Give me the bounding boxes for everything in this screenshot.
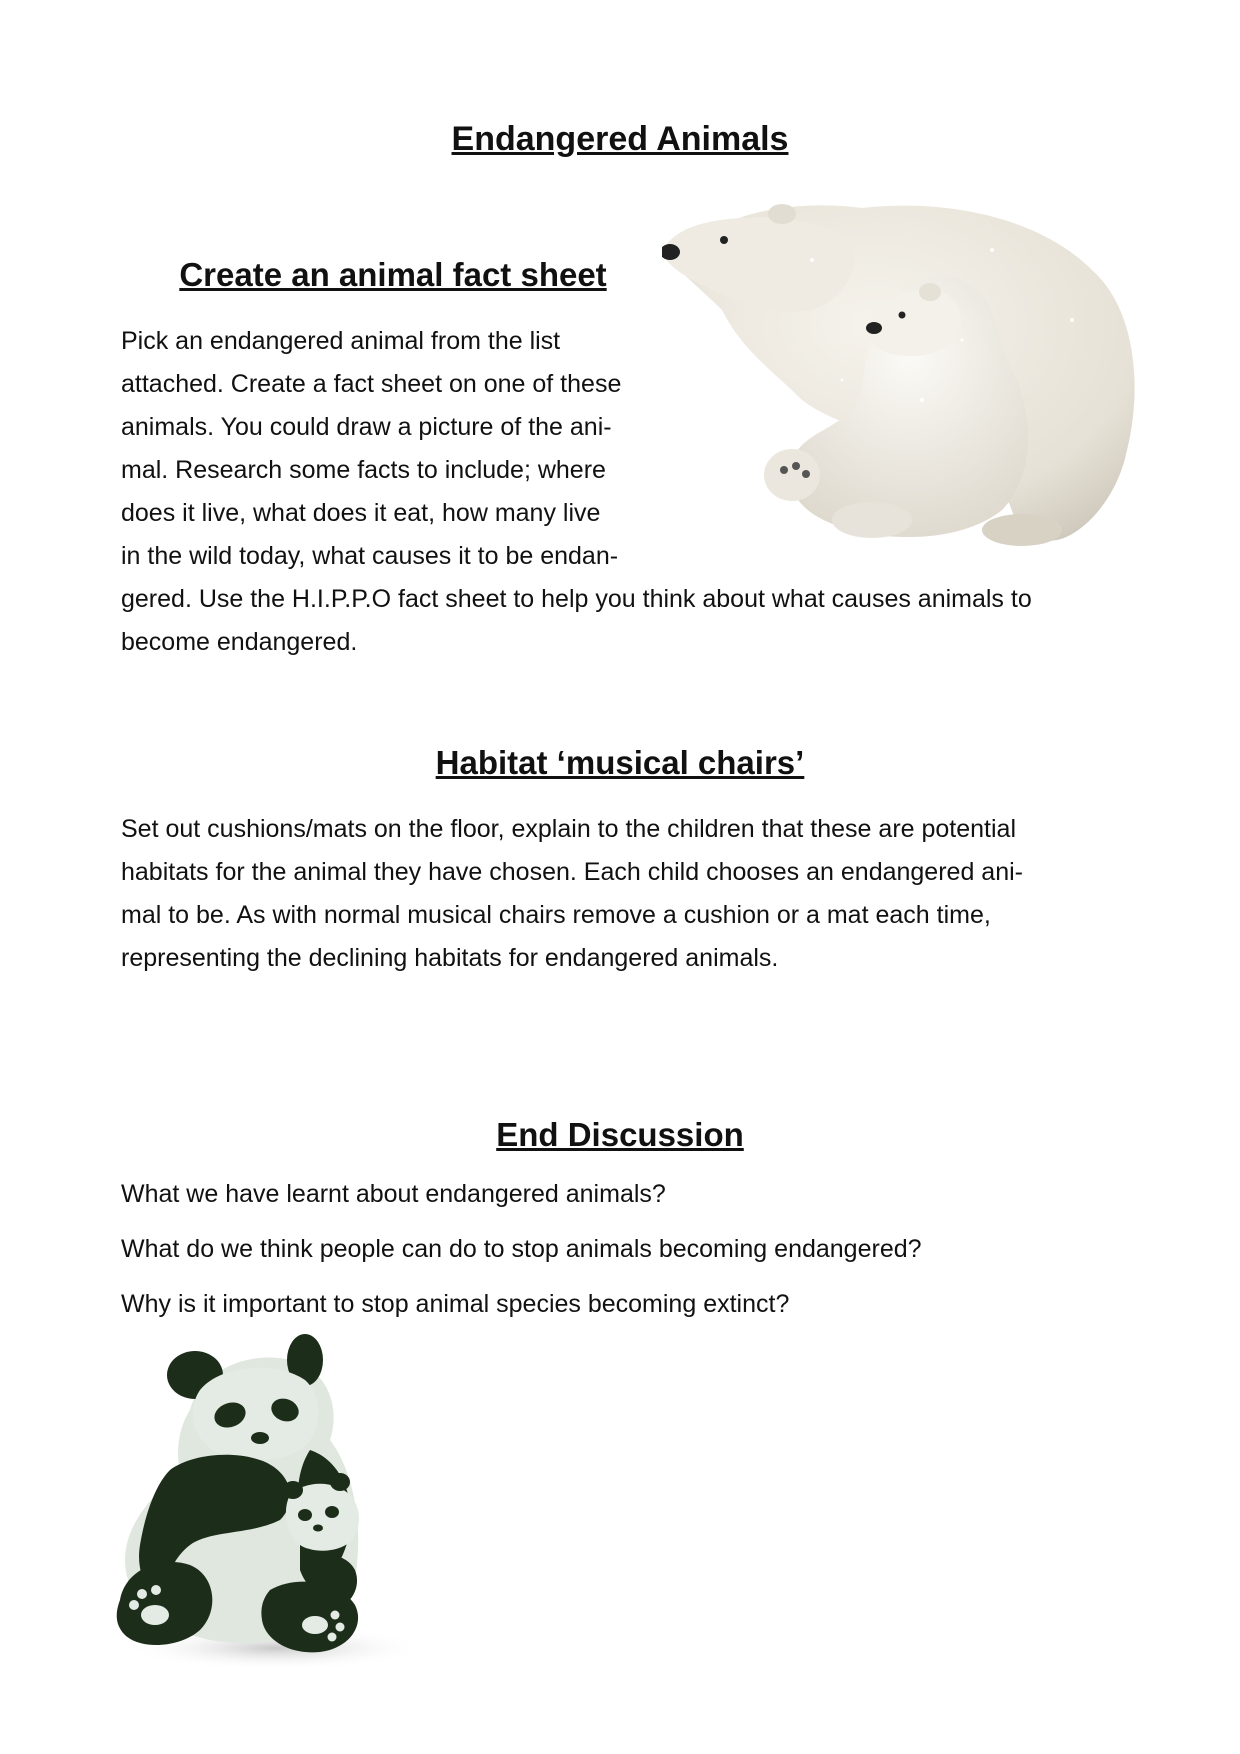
end-discussion-heading: End Discussion — [496, 1116, 744, 1153]
fact-sheet-line: Pick an endangered animal from the list — [121, 327, 561, 355]
page-title: Endangered Animals — [451, 120, 789, 158]
fact-sheet-line: does it live, what does it eat, how many live — [121, 499, 601, 527]
fact-sheet-line: animals. You could draw a picture of the ani- — [121, 413, 612, 441]
fact-sheet-line: in the wild today, what causes it to be endan- — [121, 542, 619, 570]
habitat-paragraph — [121, 808, 1121, 980]
fact-sheet-line: mal. Research some facts to include; where — [121, 456, 606, 484]
fact-sheet-line: become endangered. — [121, 628, 358, 656]
habitat-line: representing the declining habitats for endangered animals. — [121, 944, 779, 972]
fact-sheet-heading: Create an animal fact sheet — [179, 256, 607, 293]
discussion-question: Why is it important to stop animal species becoming extinct? — [121, 1290, 790, 1318]
panda-image — [100, 1330, 410, 1670]
fact-sheet-line: gered. Use the H.I.P.P.O fact sheet to help you think about what causes animals to — [121, 585, 1032, 613]
habitat-line: habitats for the animal they have chosen. Each child chooses an endangered ani- — [121, 858, 1023, 886]
discussion-question: What do we think people can do to stop animals becoming endangered? — [121, 1235, 922, 1263]
habitat-heading: Habitat ‘musical chairs’ — [435, 744, 805, 781]
fact-sheet-paragraph — [121, 320, 1121, 664]
habitat-line: Set out cushions/mats on the floor, explain to the children that these are potential — [121, 815, 1017, 843]
fact-sheet-line: attached. Create a fact sheet on one of these — [121, 370, 622, 398]
habitat-line: mal to be. As with normal musical chairs remove a cushion or a mat each time, — [121, 901, 991, 929]
discussion-question: What we have learnt about endangered animals? — [121, 1180, 666, 1208]
